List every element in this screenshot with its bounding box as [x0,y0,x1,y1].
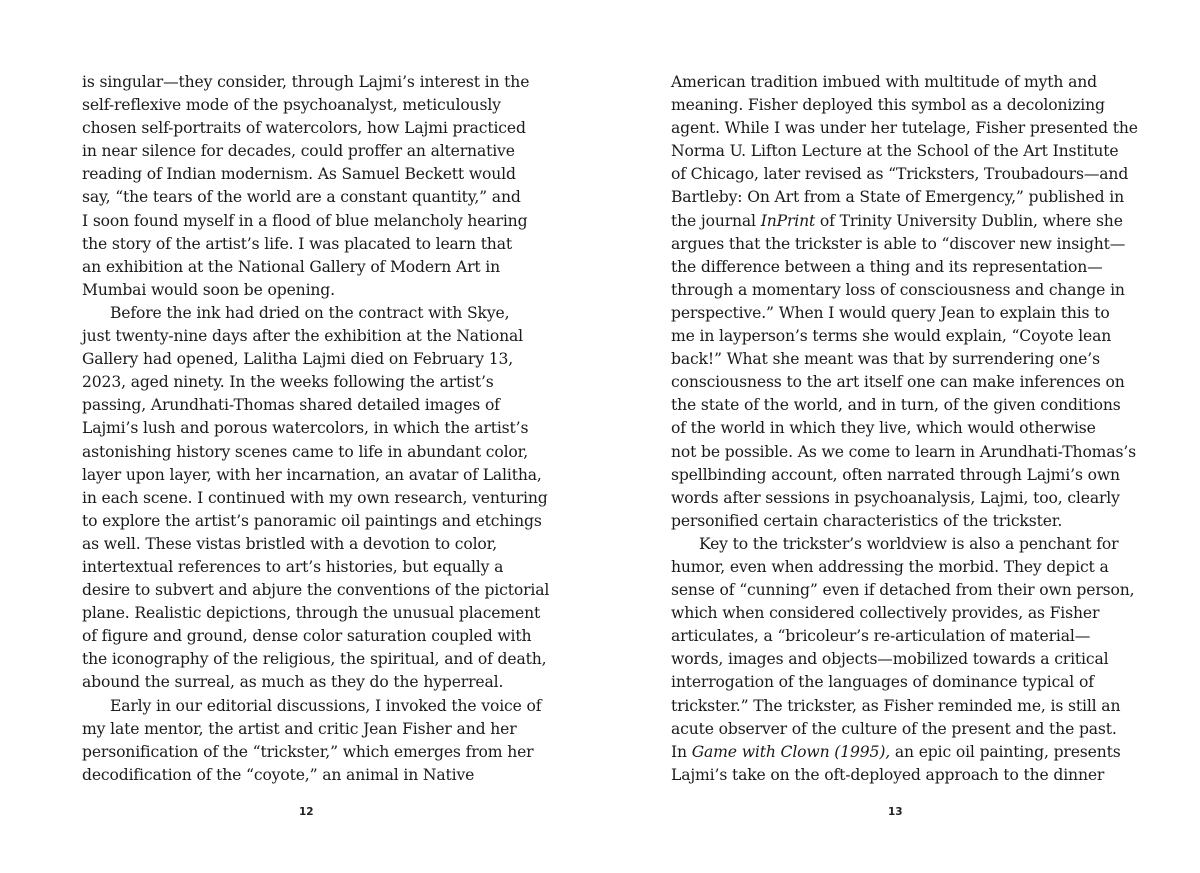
text-line: which when considered collectively provides, as Fisher [671,604,1100,623]
text-line: the state of the world, and in turn, of the given conditions [671,396,1121,415]
text-line: the difference between a thing and its representation— [671,257,1103,276]
text-line: Bartleby: On Art from a State of Emergency,” published in [671,188,1124,207]
text-line: say, “the tears of the world are a constant quantity,” and [82,188,521,207]
text-line: of figure and ground, dense color saturation coupled with [82,627,532,646]
left-page-text [82,71,549,787]
text-line: desire to subvert and abjure the conventions of the pictorial [82,581,550,600]
text-line: humor, even when addressing the morbid. They depict a [671,557,1109,576]
text-line: abound the surreal, as much as they do the hyperreal. [82,673,504,692]
text-line: personified certain characteristics of the trickster. [671,511,1063,530]
text-line: acute observer of the culture of the present and the past. [671,719,1117,738]
text-run: the journal [671,211,761,230]
text-run: an epic oil painting, presents [890,742,1121,761]
text-line: argues that the trickster is able to “discover new insight— [671,234,1126,253]
text-line: of the world in which they live, which would otherwise [671,419,1096,438]
text-line: sense of “cunning” even if detached from their own person, [671,581,1135,600]
text-line: Lajmi’s take on the oft-deployed approach to the dinner [671,765,1105,784]
italic-title: InPrint [760,211,816,230]
text-run: of Trinity University Dublin, where she [815,211,1123,230]
text-line [671,210,1138,233]
text-line: Mumbai would soon be opening. [82,280,335,299]
text-line: layer upon layer, with her incarnation, an avatar of Lalitha, [82,465,542,484]
text-line [671,741,1138,764]
text-line: consciousness to the art itself one can make inferences on [671,373,1125,392]
text-line: the iconography of the religious, the spiritual, and of death, [82,650,547,669]
text-line: through a momentary loss of consciousness and change in [671,280,1125,299]
text-line: of Chicago, later revised as “Tricksters, Troubadours—and [671,165,1129,184]
page-number-right: 13 [888,806,903,818]
text-line: is singular—they consider, through Lajmi’s interest in the [82,73,530,91]
text-line: trickster.” The trickster, as Fisher reminded me, is still an [671,696,1121,715]
text-line: to explore the artist’s panoramic oil paintings and etchings [82,511,542,530]
text-line: I soon found myself in a flood of blue melancholy hearing [82,211,528,230]
text-line: meaning. Fisher deployed this symbol as a decolonizing [671,96,1105,115]
text-line: astonishing history scenes came to life in abundant color, [82,442,529,461]
text-run: In [671,742,692,761]
text-line: decodification of the “coyote,” an animal in Native [82,765,475,784]
text-line: Norma U. Lifton Lecture at the School of the Art Institute [671,142,1119,161]
right-page-text [671,71,1138,787]
text-line: my late mentor, the artist and critic Jean Fisher and her [82,719,517,738]
text-line: perspective.” When I would query Jean to explain this to [671,303,1110,322]
text-line: interrogation of the languages of dominance typical of [671,673,1094,692]
text-line: as well. These vistas bristled with a devotion to color, [82,534,498,553]
text-line: Early in our editorial discussions, I invoked the voice of [110,696,542,715]
text-line: intertextual references to art’s histories, but equally a [82,557,504,576]
text-line: in near silence for decades, could proffer an alternative [82,142,515,161]
text-line: Lajmi’s lush and porous watercolors, in which the artist’s [82,419,529,438]
text-line: Gallery had opened, Lalitha Lajmi died on February 13, [82,350,514,369]
text-line: agent. While I was under her tutelage, Fisher presented the [671,119,1138,138]
italic-title: Game with Clown (1995), [691,742,891,761]
text-line: an exhibition at the National Gallery of Modern Art in [82,257,501,276]
text-line: the story of the artist’s life. I was placated to learn that [82,234,512,253]
text-line: in each scene. I continued with my own research, venturing [82,488,548,507]
text-line: just twenty-nine days after the exhibition at the National [82,327,523,346]
text-line: personification of the “trickster,” which emerges from her [82,742,534,761]
text-line: passing, Arundhati-Thomas shared detailed images of [82,396,500,415]
text-line: self-reflexive mode of the psychoanalyst, meticulously [82,96,501,115]
text-line: words after sessions in psychoanalysis, Lajmi, too, clearly [671,488,1120,507]
text-line: American tradition imbued with multitude of myth and [671,73,1097,91]
text-line: words, images and objects—mobilized towards a critical [671,650,1109,669]
text-line: not be possible. As we come to learn in Arundhati-Thomas’s [671,442,1136,461]
text-line: chosen self-portraits of watercolors, how Lajmi practiced [82,119,526,138]
text-line: Before the ink had dried on the contract with Skye, [110,303,510,322]
text-line: back!” What she meant was that by surrendering one’s [671,350,1100,369]
page-number-left: 12 [299,806,314,818]
text-line: reading of Indian modernism. As Samuel Beckett would [82,165,516,184]
text-line: articulates, a “bricoleur’s re-articulation of material— [671,627,1091,646]
text-line: spellbinding account, often narrated through Lajmi’s own [671,465,1120,484]
text-line: me in layperson’s terms she would explain, “Coyote lean [671,327,1112,346]
text-line: plane. Realistic depictions, through the unusual placement [82,604,541,623]
text-line: Key to the trickster’s worldview is also a penchant for [699,534,1119,553]
text-line: 2023, aged ninety. In the weeks following the artist’s [82,373,494,392]
